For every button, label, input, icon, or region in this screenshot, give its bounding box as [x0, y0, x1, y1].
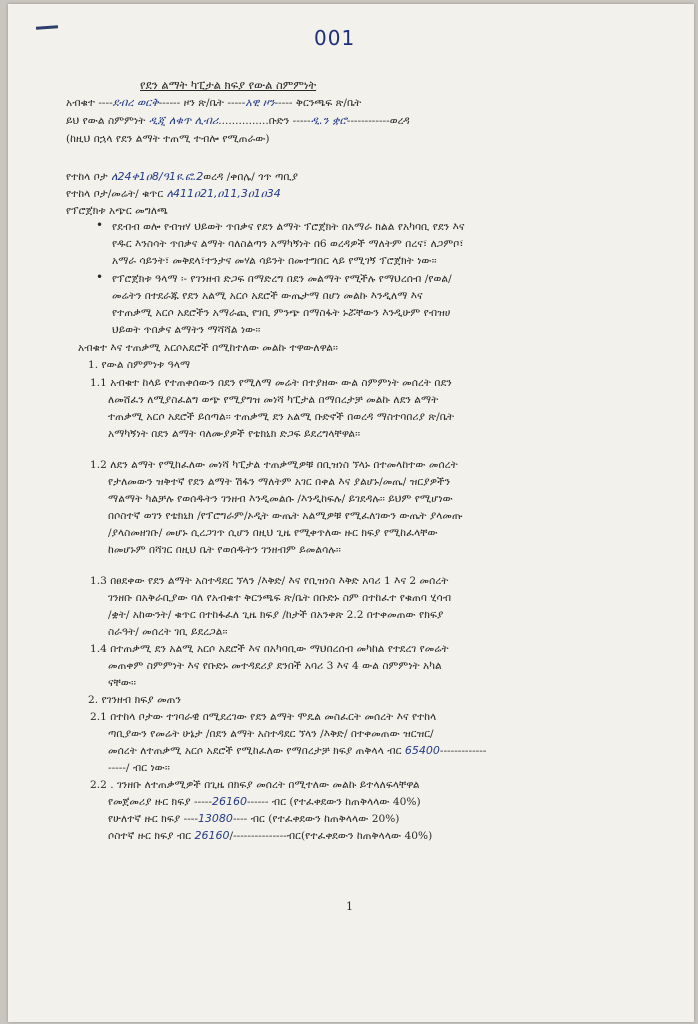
payment-round-2: [108, 812, 399, 826]
text: ይህ የውል ስምምነት: [66, 115, 146, 127]
para-1-1-line: ተጠቃሚ አርሶ አደሮች ይሰጣል፡፡ ተጠቃሚ ደን አልሚ ቡድኖች በወረዳ ማስተባበሪያ ጽ/ቤት: [108, 411, 455, 423]
text: የሁለተኛ ዙር ክፍያ ----: [108, 813, 198, 825]
para-2-2-line: 2.2 . ገንዘቡ ለተጠቃሚዎች በጊዜ በክፍያ መሰረት በሚተለው መልኩ ይተላለፍላቸዋል: [90, 779, 420, 791]
document-page: [8, 4, 694, 1022]
text: ሶስተኛ ዙር ክፍያ ብር: [108, 830, 192, 842]
para-1-2-line: ከመሆኑም በሻገር በዚህ ቤት የወሰዱትን ገንዘብም ይመልሳሉ፡፡: [108, 544, 341, 556]
para-1-3-line: 1.3 በፀደቀው የደን ልማት አስተዳደር ኘላን /እቅድ/ እና የቢዝነስ እቅድ አባሪ 1 እና 2 መሰረት: [90, 575, 449, 587]
text: ወረዳ /ቀበሌ/ ጎጥ ጣቢያ: [203, 171, 299, 183]
handwritten-fill: ዲ.ን ቋሮ: [310, 114, 347, 127]
header-line-2: [66, 114, 410, 128]
text: ------------ወረዳ: [346, 115, 410, 127]
handwritten-fill: ደብረ ወርቅ: [112, 96, 159, 109]
para-1-3-line: ገንዘቡ በአቅራቢያው ባለ የአብቁተ ቅርንጫፍ ጽ/ቤት በቡድኑ ስም በተከፈተ የቁጠባ ሂሳብ: [108, 592, 452, 604]
bullet-2-line: ህይወት ጥበቃና ልማትን ማሻሻል ነው፡፡: [112, 324, 261, 336]
para-1-4-line: መጠቀም ስምምነት እና የቡድኑ መተዳደሪያ ደንበች አባሪ 3 እና 4 ውል ስምምነት አካል: [108, 660, 442, 672]
handwritten-amount: 13080: [197, 812, 233, 825]
handwritten-amount: 26160: [211, 795, 247, 808]
section-2-heading: 2. የገንዘብ ክፍያ መጠን: [88, 694, 181, 706]
bullet-icon: •: [96, 270, 104, 284]
handwritten-page-mark: 001: [314, 26, 356, 50]
handwritten-fill: ለ411ዐ21,ዐ11,3ዐ1ዐ34: [166, 187, 281, 200]
text: መሰረት ለተጠቃሚ አርሶ አደሮች የሚከፈለው የማበረታቻ ክፍያ ጠቅላላ ብር: [108, 745, 402, 757]
header-line-1: [66, 96, 361, 110]
para-1-1-line: ለመሸፈን ለሚያስፈልግ ወጭ የሚያግዝ መነሻ ካፒታል በማበረታቻ መልኩ ለደን ልማት: [108, 394, 439, 406]
text: -------------: [439, 745, 487, 757]
bullet-1-line: የዱር እንስሳት ጥበቃና ልማት ባለስልጣን አማካኝነት በ6 ወረዳዎች ማለትም በረና፣ ለጋምቦ፣: [112, 238, 464, 250]
page-number: 1: [346, 900, 353, 913]
para-2-1-line: [108, 744, 486, 758]
handwritten-amount: 26160: [194, 829, 230, 842]
bullet-2-line: የፕሮጀክቱ ዓላማ ፡- የገንዘብ ድጋፍ በማድረግ በደን መልማት የሚችሉ የማህረሰብ /የወል/: [112, 273, 452, 285]
para-1-1-line: አማካኝነት በደን ልማት ባለሙያዎች የቴክኒክ ድጋፍ ይደረግላቸዋል፡፡: [108, 428, 361, 440]
intro-line: አብቁተ እና ተጠቃሚ አርሶአደሮች በሚከተለው መልኩ ተዋውለዋል፡፡: [78, 342, 338, 354]
para-1-3-line: /ቋት/ አከውንት/ ቁጥር በተከፋፈለ ጊዜ ክፍያ /ከታች በአንቀጽ 2.2 በተቀመጠው የክፍያ: [108, 609, 444, 621]
section-1-heading: 1. የውል ስምምነቱ ዓላማ: [88, 359, 191, 371]
text: አብቁተ ----: [66, 97, 113, 109]
bullet-1-line: አማራ ሳይንት፣ መቅደላ፣ተንታና መሃል ሳይንት በመተግበር ላይ የሚገኝ ፕሮጀክት ነው፡፡: [112, 255, 437, 267]
text: /---------------ብር(የተፈቀደውን ከጠቅላላው 40%): [229, 830, 433, 842]
para-2-1-line: ጣቢያውን የመሬት ሁኔታ /በደን ልማት አስተዳደር ኘላን /እቅድ/ በተቀመጠው ዝርዝር/: [108, 728, 434, 740]
handwritten-fill: ለ24ቀ1ዐ8/ዓ1ዩ.ፎ.2: [111, 170, 204, 183]
location-line-2: [66, 187, 281, 201]
text: የተከላ ቦታ/መሬት/ ቁጥር: [66, 188, 164, 200]
text: የተከላ ቦታ: [66, 171, 108, 183]
para-1-4-line: ናቸው፡፡: [108, 677, 137, 689]
para-1-2-line: በሶስተኛ ወገን የቴክኒክ /የፕሮግራም/ኦዲት ውጤት አልሚዎቹ የሚፈለገውን ውጤት ያላመጡ: [108, 510, 463, 522]
payment-round-1: [108, 795, 421, 809]
text: ------ ብር (የተፈቀደውን ከጠቅላላው 40%): [246, 796, 421, 808]
text: ...............ቡድን -----: [218, 115, 311, 127]
para-1-2-line: የታለመውን ዝቅተኛ የደን ልማት ሽፋን ማለትም አገር በቀል እና ያልሆኑ/መጤ/ ዝርያዎችን: [108, 476, 451, 488]
para-1-4-line: 1.4 በተጠቃሚ ደን አልሚ አርሶ አደሮች እና በአካባቢው ማህበረሰብ መካከል የተደረገ የመሬት: [90, 643, 449, 655]
project-summary-heading: የፕሮጀክቱ አጭር መግለጫ: [66, 205, 168, 217]
para-2-1-line: -----/ ብር ነው፡፡: [108, 762, 170, 774]
text: ------ ዞን ጽ/ቤት -----: [158, 97, 246, 109]
bullet-2-line: መሬትን በተደራጁ የደን አልሚ አርሶ አደሮች ውጤታማ በሆነ መልኩ እንዲለማ እና: [112, 290, 423, 302]
text: ---- ብር (የተፈቀደውን ከጠቅላላው 20%): [232, 813, 400, 825]
header-line-3: (ከዚህ በኋላ የደን ልማት ተጠሚ ተብሎ የሚጠራው): [66, 133, 270, 145]
handwritten-fill: ዲጂ ለቁጥ ሊብሪ: [148, 114, 219, 127]
handwritten-fill: አዊ ዞን: [245, 96, 275, 109]
para-1-3-line: ስራዓት/ መሰረት ገቢ ይደረጋል፡፡: [108, 626, 228, 638]
para-1-1-line: 1.1 አብቁተ ከላይ የተጠቀሰውን በደን የሚለማ መሬት በተያዘው ውል ስምምነት መሰረት በደን: [90, 377, 452, 389]
para-1-2-line: 1.2 ለደን ልማት የሚከፈለው መነሻ ካፒታል ተጠቃሚዎቹ በቢዝነስ ኘላኑ በተመላከተው መሰረት: [90, 459, 458, 471]
payment-round-3: [108, 829, 432, 843]
pen-dash-mark: [36, 25, 58, 30]
handwritten-amount: 65400: [404, 744, 440, 757]
location-line-1: [66, 170, 298, 184]
para-1-2-line: ማልማት ካልቻሉ የወሰዱትን ገንዘብ እንዲመልሱ /እንዲከፍሉ/ ይገደዳሉ፡፡ ይህም የሚሆነው: [108, 493, 453, 505]
contract-title: የደን ልማት ካፒታል ክፍያ የውል ስምምነት: [140, 78, 317, 92]
bullet-icon: •: [96, 218, 104, 232]
para-2-1-line: 2.1 በተከላ ቦታው ተገባራዊ በሚደረገው የደን ልማት ሞዴል መስፈርት መሰረት እና የተከላ: [90, 711, 437, 723]
bullet-2-line: የተጠቃሚ አርሶ አደሮችን አማራጪ የገቢ ምንጭ በማስፋት ኑሯቸውን እንዲሁም የብዝሀ: [112, 307, 451, 319]
bullet-1-line: የደብብ ወሎ የብዝሃ ህይወት ጥበቃና የደን ልማት ፕሮጀክት በአማራ ክልል የአካባቢ የደን እና: [112, 221, 465, 233]
text: ----- ቅርንጫፍ ጽ/ቤት: [274, 97, 362, 109]
text: የመጀመሪያ ዙር ክፍያ -----: [108, 796, 212, 808]
para-1-2-line: /ያላስመዘገቡ/ መሆኑ ሲረጋገጥ ሲሆን በዚህ ጊዜ የሚቀጥለው ዙር ክፍያ የሚከፈላቸው: [108, 527, 438, 539]
